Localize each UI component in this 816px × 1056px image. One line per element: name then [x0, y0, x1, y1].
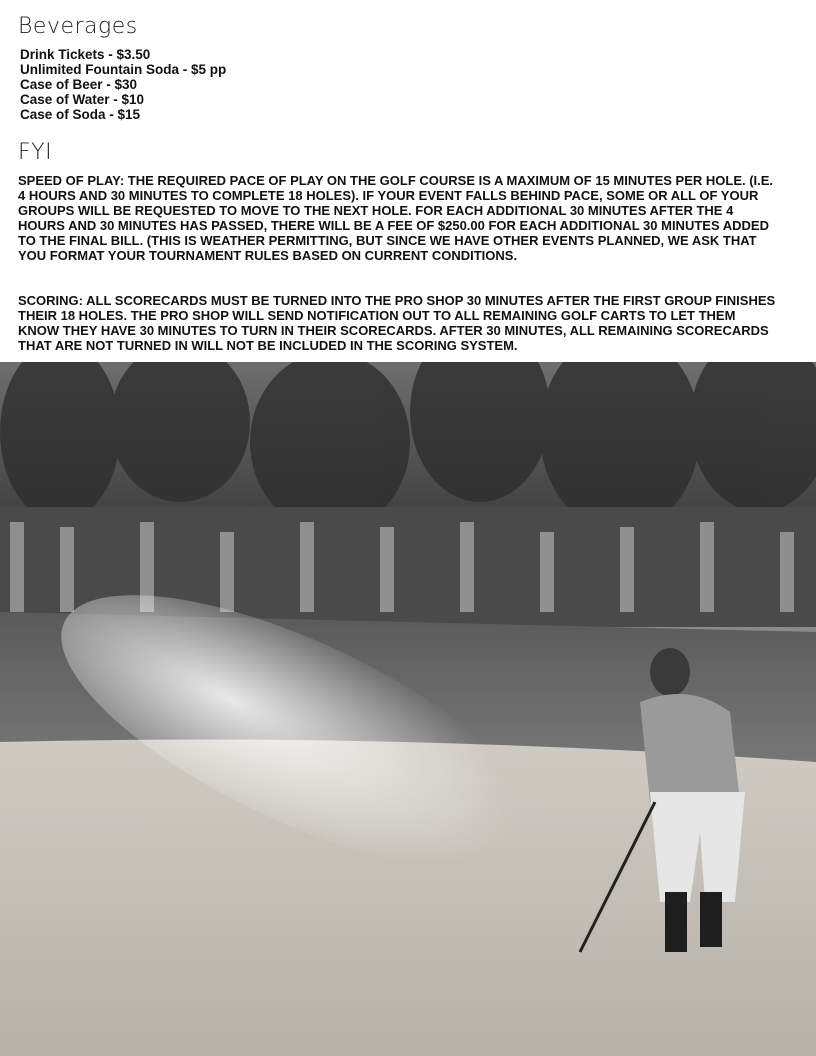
list-item: Case of Water - $10 — [20, 92, 145, 107]
list-item: Unlimited Fountain Soda - $5 pp — [20, 62, 227, 77]
scoring-paragraph: SCORING: ALL SCORECARDS MUST BE TURNED INTO THE PRO SHOP 30 MINUTES AFTER THE FIRST GROUP FINISHES THEIR 18 HOLES. THE PRO SHOP WILL SEND NOTIFICATION OUT TO ALL REMAINING GOLF CARTS TO LET THEM KNOW THEY HAVE 30 MINUTES TO TURN IN THEIR SCORECARDS. AFTER 30 MINUTES, ALL REMAINING SCORECARDS THAT ARE NOT TURNED IN WILL NOT BE INCLUDED IN THE SCORING SYSTEM. — [18, 293, 776, 353]
list-item: Drink Tickets - $3.50 — [20, 47, 151, 62]
list-item: Case of Beer - $30 — [20, 77, 138, 92]
speed-of-play-paragraph: SPEED OF PLAY: THE REQUIRED PACE OF PLAY ON THE GOLF COURSE IS A MAXIMUM OF 15 MINUTES PER HOLE. (I.E. 4 HOURS AND 30 MINUTES TO COMPLETE 18 HOLES). IF YOUR EVENT FALLS BEHIND PACE, SOME OR ALL OF YOUR GROUPS WILL BE REQUESTED TO MOVE TO THE NEXT HOLE. FOR EACH ADDITIONAL 30 MINUTES AFTER THE 4 HOURS AND 30 MINUTES HAS PASSED, THERE WILL BE A FEE OF $250.00 FOR EACH ADDITIONAL 30 MINUTES ADDED TO THE FINAL BILL. (THIS IS WEATHER PERMITTING, BUT SINCE WE HAVE OTHER EVENTS PLANNED, WE ASK THAT YOU FORMAT YOUR TOURNAMENT RULES BASED ON CURRENT CONDITIONS. — [18, 173, 774, 263]
beverages-heading: Beverages — [18, 14, 138, 39]
golf-bunker-photo — [0, 362, 816, 1056]
beverages-list — [20, 47, 226, 122]
list-item: Case of Soda - $15 — [20, 107, 141, 122]
fyi-heading: FYI — [18, 140, 53, 165]
